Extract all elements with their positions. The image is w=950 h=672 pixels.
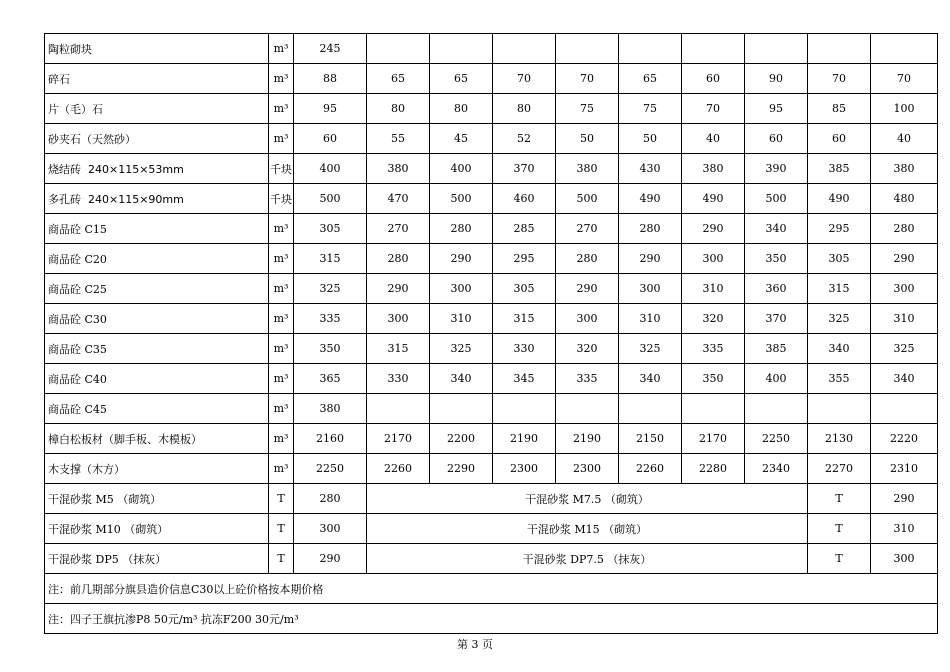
price-cell: 300: [367, 304, 430, 334]
price-cell: 500: [294, 184, 367, 214]
material-name: 木支撑（木方）: [45, 454, 269, 484]
price-cell: 52: [493, 124, 556, 154]
material-name: 商品砼 C45: [45, 394, 269, 424]
price-cell: 2170: [682, 424, 745, 454]
price-cell: [367, 34, 430, 64]
material-name: 干混砂浆 M5 （砌筑）: [45, 484, 269, 514]
unit-cell-secondary: T: [808, 544, 871, 574]
price-cell: 2340: [745, 454, 808, 484]
price-cell: [430, 394, 493, 424]
price-cell: 80: [430, 94, 493, 124]
price-cell: [871, 34, 938, 64]
price-cell: 280: [367, 244, 430, 274]
mortar-row: [45, 544, 938, 574]
price-cell: [745, 34, 808, 64]
material-name: 樟白松板材（脚手板、木模板）: [45, 424, 269, 454]
price-cell: 270: [367, 214, 430, 244]
price-cell: 75: [619, 94, 682, 124]
price-cell: 60: [294, 124, 367, 154]
unit-cell: m³: [269, 274, 294, 304]
price-cell: 460: [493, 184, 556, 214]
price-cell: 380: [294, 394, 367, 424]
price-cell: 325: [619, 334, 682, 364]
table-row: [45, 394, 938, 424]
price-cell: 355: [808, 364, 871, 394]
price-cell: [619, 394, 682, 424]
unit-cell: m³: [269, 394, 294, 424]
price-cell: 280: [871, 214, 938, 244]
price-cell: 2190: [556, 424, 619, 454]
price-cell: 300: [619, 274, 682, 304]
price-cell: 340: [745, 214, 808, 244]
price-table: [44, 33, 938, 634]
price-cell: 490: [619, 184, 682, 214]
price-cell: 280: [430, 214, 493, 244]
price-cell: 380: [556, 154, 619, 184]
price-cell: 310: [619, 304, 682, 334]
price-cell: [871, 394, 938, 424]
price-cell: 85: [808, 94, 871, 124]
price-cell: 300: [294, 514, 367, 544]
price-cell: 370: [493, 154, 556, 184]
price-cell: [556, 34, 619, 64]
price-cell: 2280: [682, 454, 745, 484]
note-text: 注：前几期部分旗县造价信息C30以上砼价格按本期价格: [45, 574, 938, 604]
price-cell-secondary: 290: [871, 484, 938, 514]
material-name: [45, 184, 269, 214]
price-cell: 2220: [871, 424, 938, 454]
material-name: 陶粒砌块: [45, 34, 269, 64]
price-cell: 340: [430, 364, 493, 394]
material-name: 商品砼 C15: [45, 214, 269, 244]
price-cell: 285: [493, 214, 556, 244]
price-cell: 2130: [808, 424, 871, 454]
table-row: [45, 214, 938, 244]
price-cell: 290: [367, 274, 430, 304]
unit-cell: m³: [269, 334, 294, 364]
price-cell: 2190: [493, 424, 556, 454]
material-name: 商品砼 C30: [45, 304, 269, 334]
price-cell: [556, 394, 619, 424]
material-name: 商品砼 C20: [45, 244, 269, 274]
price-cell: 65: [619, 64, 682, 94]
price-cell: 385: [745, 334, 808, 364]
price-cell: 80: [493, 94, 556, 124]
unit-cell: m³: [269, 34, 294, 64]
price-cell-secondary: 300: [871, 544, 938, 574]
price-cell: 60: [745, 124, 808, 154]
price-cell: 335: [556, 364, 619, 394]
price-cell: 70: [808, 64, 871, 94]
price-cell: 70: [493, 64, 556, 94]
price-cell: 430: [619, 154, 682, 184]
price-cell: [808, 34, 871, 64]
price-cell: 300: [871, 274, 938, 304]
price-cell: 2260: [367, 454, 430, 484]
price-cell: 325: [808, 304, 871, 334]
price-table-body: [45, 34, 938, 634]
price-cell: 400: [294, 154, 367, 184]
price-cell: 500: [745, 184, 808, 214]
price-cell: 380: [682, 154, 745, 184]
price-cell: 295: [493, 244, 556, 274]
price-cell: 95: [745, 94, 808, 124]
price-cell: 320: [682, 304, 745, 334]
price-cell: 100: [871, 94, 938, 124]
unit-cell: m³: [269, 124, 294, 154]
price-cell: 400: [745, 364, 808, 394]
price-cell: 365: [294, 364, 367, 394]
price-cell: 2160: [294, 424, 367, 454]
note-text: 注：四子王旗抗渗P8 50元/m³ 抗冻F200 30元/m³: [45, 604, 938, 634]
price-cell: 490: [682, 184, 745, 214]
unit-cell-secondary: T: [808, 484, 871, 514]
price-cell: [808, 394, 871, 424]
price-cell: 75: [556, 94, 619, 124]
price-cell: 65: [367, 64, 430, 94]
price-cell: 400: [430, 154, 493, 184]
price-cell: 2150: [619, 424, 682, 454]
price-cell: 490: [808, 184, 871, 214]
material-spec: 240×115×90mm: [88, 192, 184, 206]
price-cell: 295: [808, 214, 871, 244]
price-cell: 270: [556, 214, 619, 244]
price-cell: 70: [682, 94, 745, 124]
price-cell: 40: [871, 124, 938, 154]
price-cell: [493, 394, 556, 424]
price-cell: [493, 34, 556, 64]
unit-cell: m³: [269, 214, 294, 244]
material-name: 砂夹石（天然砂）: [45, 124, 269, 154]
price-cell: 290: [619, 244, 682, 274]
material-name: 片（毛）石: [45, 94, 269, 124]
table-row: [45, 184, 938, 214]
unit-cell: m³: [269, 364, 294, 394]
price-cell: [682, 34, 745, 64]
price-cell: 360: [745, 274, 808, 304]
price-cell: [430, 34, 493, 64]
price-cell: 340: [871, 364, 938, 394]
material-name-secondary: 干混砂浆 DP7.5 （抹灰）: [367, 544, 808, 574]
price-cell: 88: [294, 64, 367, 94]
table-row: [45, 64, 938, 94]
table-row: [45, 274, 938, 304]
price-cell: 70: [556, 64, 619, 94]
unit-cell: 千块: [269, 184, 294, 214]
price-cell: 380: [871, 154, 938, 184]
price-cell: 315: [367, 334, 430, 364]
table-row: [45, 244, 938, 274]
price-cell: 315: [808, 274, 871, 304]
table-row: [45, 454, 938, 484]
price-cell: 300: [430, 274, 493, 304]
price-cell: [367, 394, 430, 424]
price-cell-secondary: 310: [871, 514, 938, 544]
price-cell: 470: [367, 184, 430, 214]
price-cell: 50: [556, 124, 619, 154]
price-cell: 2250: [745, 424, 808, 454]
price-cell: 60: [682, 64, 745, 94]
page-number: 第 3 页: [457, 638, 493, 651]
mortar-row: [45, 514, 938, 544]
price-cell: 280: [619, 214, 682, 244]
price-cell: 370: [745, 304, 808, 334]
price-cell: 385: [808, 154, 871, 184]
price-cell: 290: [430, 244, 493, 274]
table-row: [45, 304, 938, 334]
note-row: [45, 604, 938, 634]
unit-cell: m³: [269, 94, 294, 124]
price-cell: 95: [294, 94, 367, 124]
price-cell: 65: [430, 64, 493, 94]
price-cell: 500: [556, 184, 619, 214]
unit-cell: m³: [269, 424, 294, 454]
unit-cell: m³: [269, 244, 294, 274]
table-row: [45, 94, 938, 124]
price-cell: 320: [556, 334, 619, 364]
table-row: [45, 424, 938, 454]
price-cell: 305: [493, 274, 556, 304]
unit-cell: m³: [269, 304, 294, 334]
price-cell: 335: [682, 334, 745, 364]
price-cell: 390: [745, 154, 808, 184]
price-cell: 335: [294, 304, 367, 334]
price-cell: 2310: [871, 454, 938, 484]
price-cell: 290: [682, 214, 745, 244]
material-name-prefix: 烧结砖: [48, 162, 81, 176]
table-row: [45, 34, 938, 64]
price-cell: 2300: [493, 454, 556, 484]
price-cell: 50: [619, 124, 682, 154]
price-cell: [619, 34, 682, 64]
price-cell: 290: [294, 544, 367, 574]
price-cell: 290: [871, 244, 938, 274]
price-cell: 300: [556, 304, 619, 334]
price-cell: 350: [745, 244, 808, 274]
price-cell: 300: [682, 244, 745, 274]
table-row: [45, 334, 938, 364]
price-cell: 315: [294, 244, 367, 274]
material-name-secondary: 干混砂浆 M7.5 （砌筑）: [367, 484, 808, 514]
price-cell: 2200: [430, 424, 493, 454]
price-cell: 2250: [294, 454, 367, 484]
material-name: 碎石: [45, 64, 269, 94]
material-name: 商品砼 C40: [45, 364, 269, 394]
price-cell: 55: [367, 124, 430, 154]
note-row: [45, 574, 938, 604]
price-cell: 315: [493, 304, 556, 334]
price-cell: [745, 394, 808, 424]
unit-cell-secondary: T: [808, 514, 871, 544]
material-name: 干混砂浆 M10 （砌筑）: [45, 514, 269, 544]
mortar-row: [45, 484, 938, 514]
material-name: 商品砼 C25: [45, 274, 269, 304]
price-cell: 325: [430, 334, 493, 364]
price-cell: 70: [871, 64, 938, 94]
material-spec: 240×115×53mm: [88, 162, 184, 176]
table-row: [45, 154, 938, 184]
price-cell: 480: [871, 184, 938, 214]
price-cell: 340: [619, 364, 682, 394]
price-cell: 90: [745, 64, 808, 94]
material-name-prefix: 多孔砖: [48, 192, 81, 206]
price-cell: 310: [682, 274, 745, 304]
price-cell: 345: [493, 364, 556, 394]
unit-cell: T: [269, 514, 294, 544]
price-cell: 305: [808, 244, 871, 274]
price-cell: 325: [294, 274, 367, 304]
price-cell: 60: [808, 124, 871, 154]
unit-cell: T: [269, 484, 294, 514]
price-cell: 45: [430, 124, 493, 154]
price-cell: 2270: [808, 454, 871, 484]
price-cell: 325: [871, 334, 938, 364]
price-cell: 310: [871, 304, 938, 334]
unit-cell: m³: [269, 454, 294, 484]
price-cell: 305: [294, 214, 367, 244]
price-cell: 330: [367, 364, 430, 394]
material-name: [45, 154, 269, 184]
price-cell: 330: [493, 334, 556, 364]
price-cell: 2260: [619, 454, 682, 484]
price-cell: 2300: [556, 454, 619, 484]
table-row: [45, 364, 938, 394]
price-cell: 310: [430, 304, 493, 334]
price-cell: 350: [682, 364, 745, 394]
price-cell: 80: [367, 94, 430, 124]
price-cell: [682, 394, 745, 424]
table-row: [45, 124, 938, 154]
unit-cell: 千块: [269, 154, 294, 184]
price-cell: 2170: [367, 424, 430, 454]
price-cell: 245: [294, 34, 367, 64]
price-cell: 280: [556, 244, 619, 274]
price-cell: 350: [294, 334, 367, 364]
material-name: 干混砂浆 DP5 （抹灰）: [45, 544, 269, 574]
unit-cell: T: [269, 544, 294, 574]
price-cell: 340: [808, 334, 871, 364]
price-cell: 2290: [430, 454, 493, 484]
unit-cell: m³: [269, 64, 294, 94]
price-cell: 380: [367, 154, 430, 184]
price-cell: 500: [430, 184, 493, 214]
price-cell: 290: [556, 274, 619, 304]
price-cell: 40: [682, 124, 745, 154]
material-name: 商品砼 C35: [45, 334, 269, 364]
material-name-secondary: 干混砂浆 M15 （砌筑）: [367, 514, 808, 544]
price-cell: 280: [294, 484, 367, 514]
